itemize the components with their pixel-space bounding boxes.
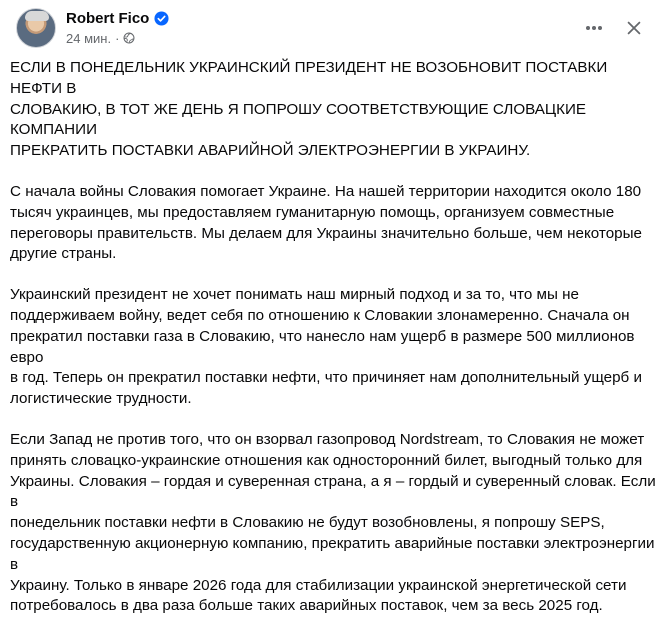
post-paragraph-4: Если Запад не против того, что он взорвал газопровод Nordstream, то Словакия не может принять словацко-украинские отношения как односторонний билет, выгодный только для Украины. Словакия – гордая и суверенная страна, а я – гордый и суверенный словак. Если в понедельник поставки нефти в Словакию не будут возобновлены, я попрошу SEPS, государственную акционерную компанию, прекратить аварийные поставки электроэнергии в Украину. Только в январе 2026 года для стабилизации украинской энергетической сети потребовалось в два раза больше таких аварийных поставок, чем за весь 2025 год. <box>10 430 656 615</box>
post-paragraph-1: ЕСЛИ В ПОНЕДЕЛЬНИК УКРАИНСКИЙ ПРЕЗИДЕНТ НЕ ВОЗОБНОВИТ ПОСТАВКИ НЕФТИ В СЛОВАКИЮ, В ТОТ ЖЕ ДЕНЬ Я ПОПРОШУ СООТВЕТСТВУЮЩИЕ СЛОВАЦКИЕ КОМПАНИИ ПРЕКРАТИТЬ ПОСТАВКИ АВАРИЙНОЙ ЭЛЕКТРОЭНЕРГИИ В УКРАИНУ. <box>10 59 608 160</box>
post-paragraph-2: С начала войны Словакия помогает Украине. На нашей территории находится около 180 тысяч украинцев, мы предоставляем гуманитарную помощь, организуем совместные переговоры правительств. Мы делаем для Украины значительно больше, чем некоторые другие страны. <box>10 182 642 263</box>
author-avatar[interactable] <box>16 8 56 48</box>
post-sub-row <box>66 29 169 47</box>
post-meta <box>66 8 169 47</box>
post-body <box>10 58 660 617</box>
post-actions <box>576 10 652 46</box>
globe-icon[interactable] <box>123 32 135 44</box>
post-header <box>16 6 652 58</box>
verified-badge-icon <box>154 11 169 26</box>
dot-separator: · <box>115 30 120 46</box>
post-paragraph-3: Украинский президент не хочет понимать наш мирный подход и за то, что мы не поддерживаем войну, ведет себя по отношению к Словакии злонамеренно. Сначала он прекратил поставки газа в Словакию, что нанесло нам ущерб в размере 500 миллионов евро в год. Теперь он прекратил поставки нефти, что причиняет нам дополнительный ущерб и логистические трудности. <box>10 286 642 408</box>
close-icon[interactable] <box>616 10 652 46</box>
author-name-row <box>66 8 169 28</box>
author-name[interactable]: Robert Fico <box>66 9 150 27</box>
more-options-icon[interactable] <box>576 10 612 46</box>
post-timestamp[interactable]: 24 мин. <box>66 30 112 46</box>
